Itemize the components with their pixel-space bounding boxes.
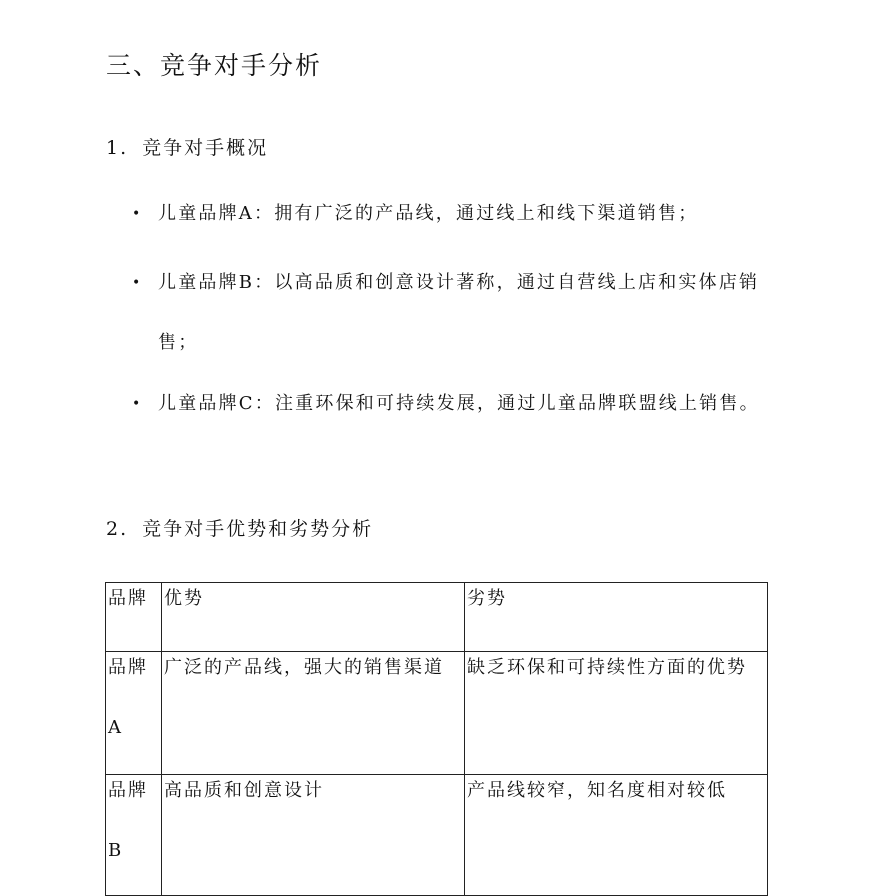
table-cell: 产品线较窄，知名度相对较低: [465, 775, 768, 896]
table-header-cell: 品牌: [106, 583, 162, 652]
table-header-cell: 优势: [162, 583, 465, 652]
bullet-text: 儿童品牌A：拥有广泛的产品线，通过线上和线下渠道销售；: [158, 203, 699, 224]
subsection-title-text: 竞争对手优势和劣势分析: [142, 518, 374, 540]
bullet-text: 儿童品牌C：注重环保和可持续发展，通过儿童品牌联盟线上销售。: [158, 393, 760, 414]
table-row: [106, 652, 768, 775]
subsection-number: 2.: [106, 518, 129, 540]
table-row: [106, 775, 768, 896]
table-cell: 高品质和创意设计: [162, 775, 465, 896]
subsection-title-overview: [106, 133, 268, 160]
subsection-title-text: 竞争对手概况: [142, 137, 269, 159]
bullet-item-brand-a: [132, 184, 772, 244]
subsection-number: 1.: [106, 137, 129, 159]
bullet-text: 儿童品牌B：以高品质和创意设计著称，通过自营线上店和实体店销售；: [158, 272, 760, 353]
table-header-cell: 劣势: [465, 583, 768, 652]
table-cell: 缺乏环保和可持续性方面的优势: [465, 652, 768, 775]
bullet-dot-icon: •: [132, 206, 143, 222]
subsection-title-swot: [106, 514, 373, 541]
bullet-dot-icon: •: [132, 275, 143, 291]
table-cell: 品牌A: [106, 652, 162, 775]
table-cell: 品牌B: [106, 775, 162, 896]
table-cell: 广泛的产品线，强大的销售渠道: [162, 652, 465, 775]
bullet-item-brand-b: [132, 253, 772, 373]
bullet-dot-icon: •: [132, 396, 143, 412]
competitor-table: [105, 582, 768, 896]
bullet-item-brand-c: [132, 374, 772, 434]
section-title: 三、竞争对手分析: [106, 51, 323, 80]
